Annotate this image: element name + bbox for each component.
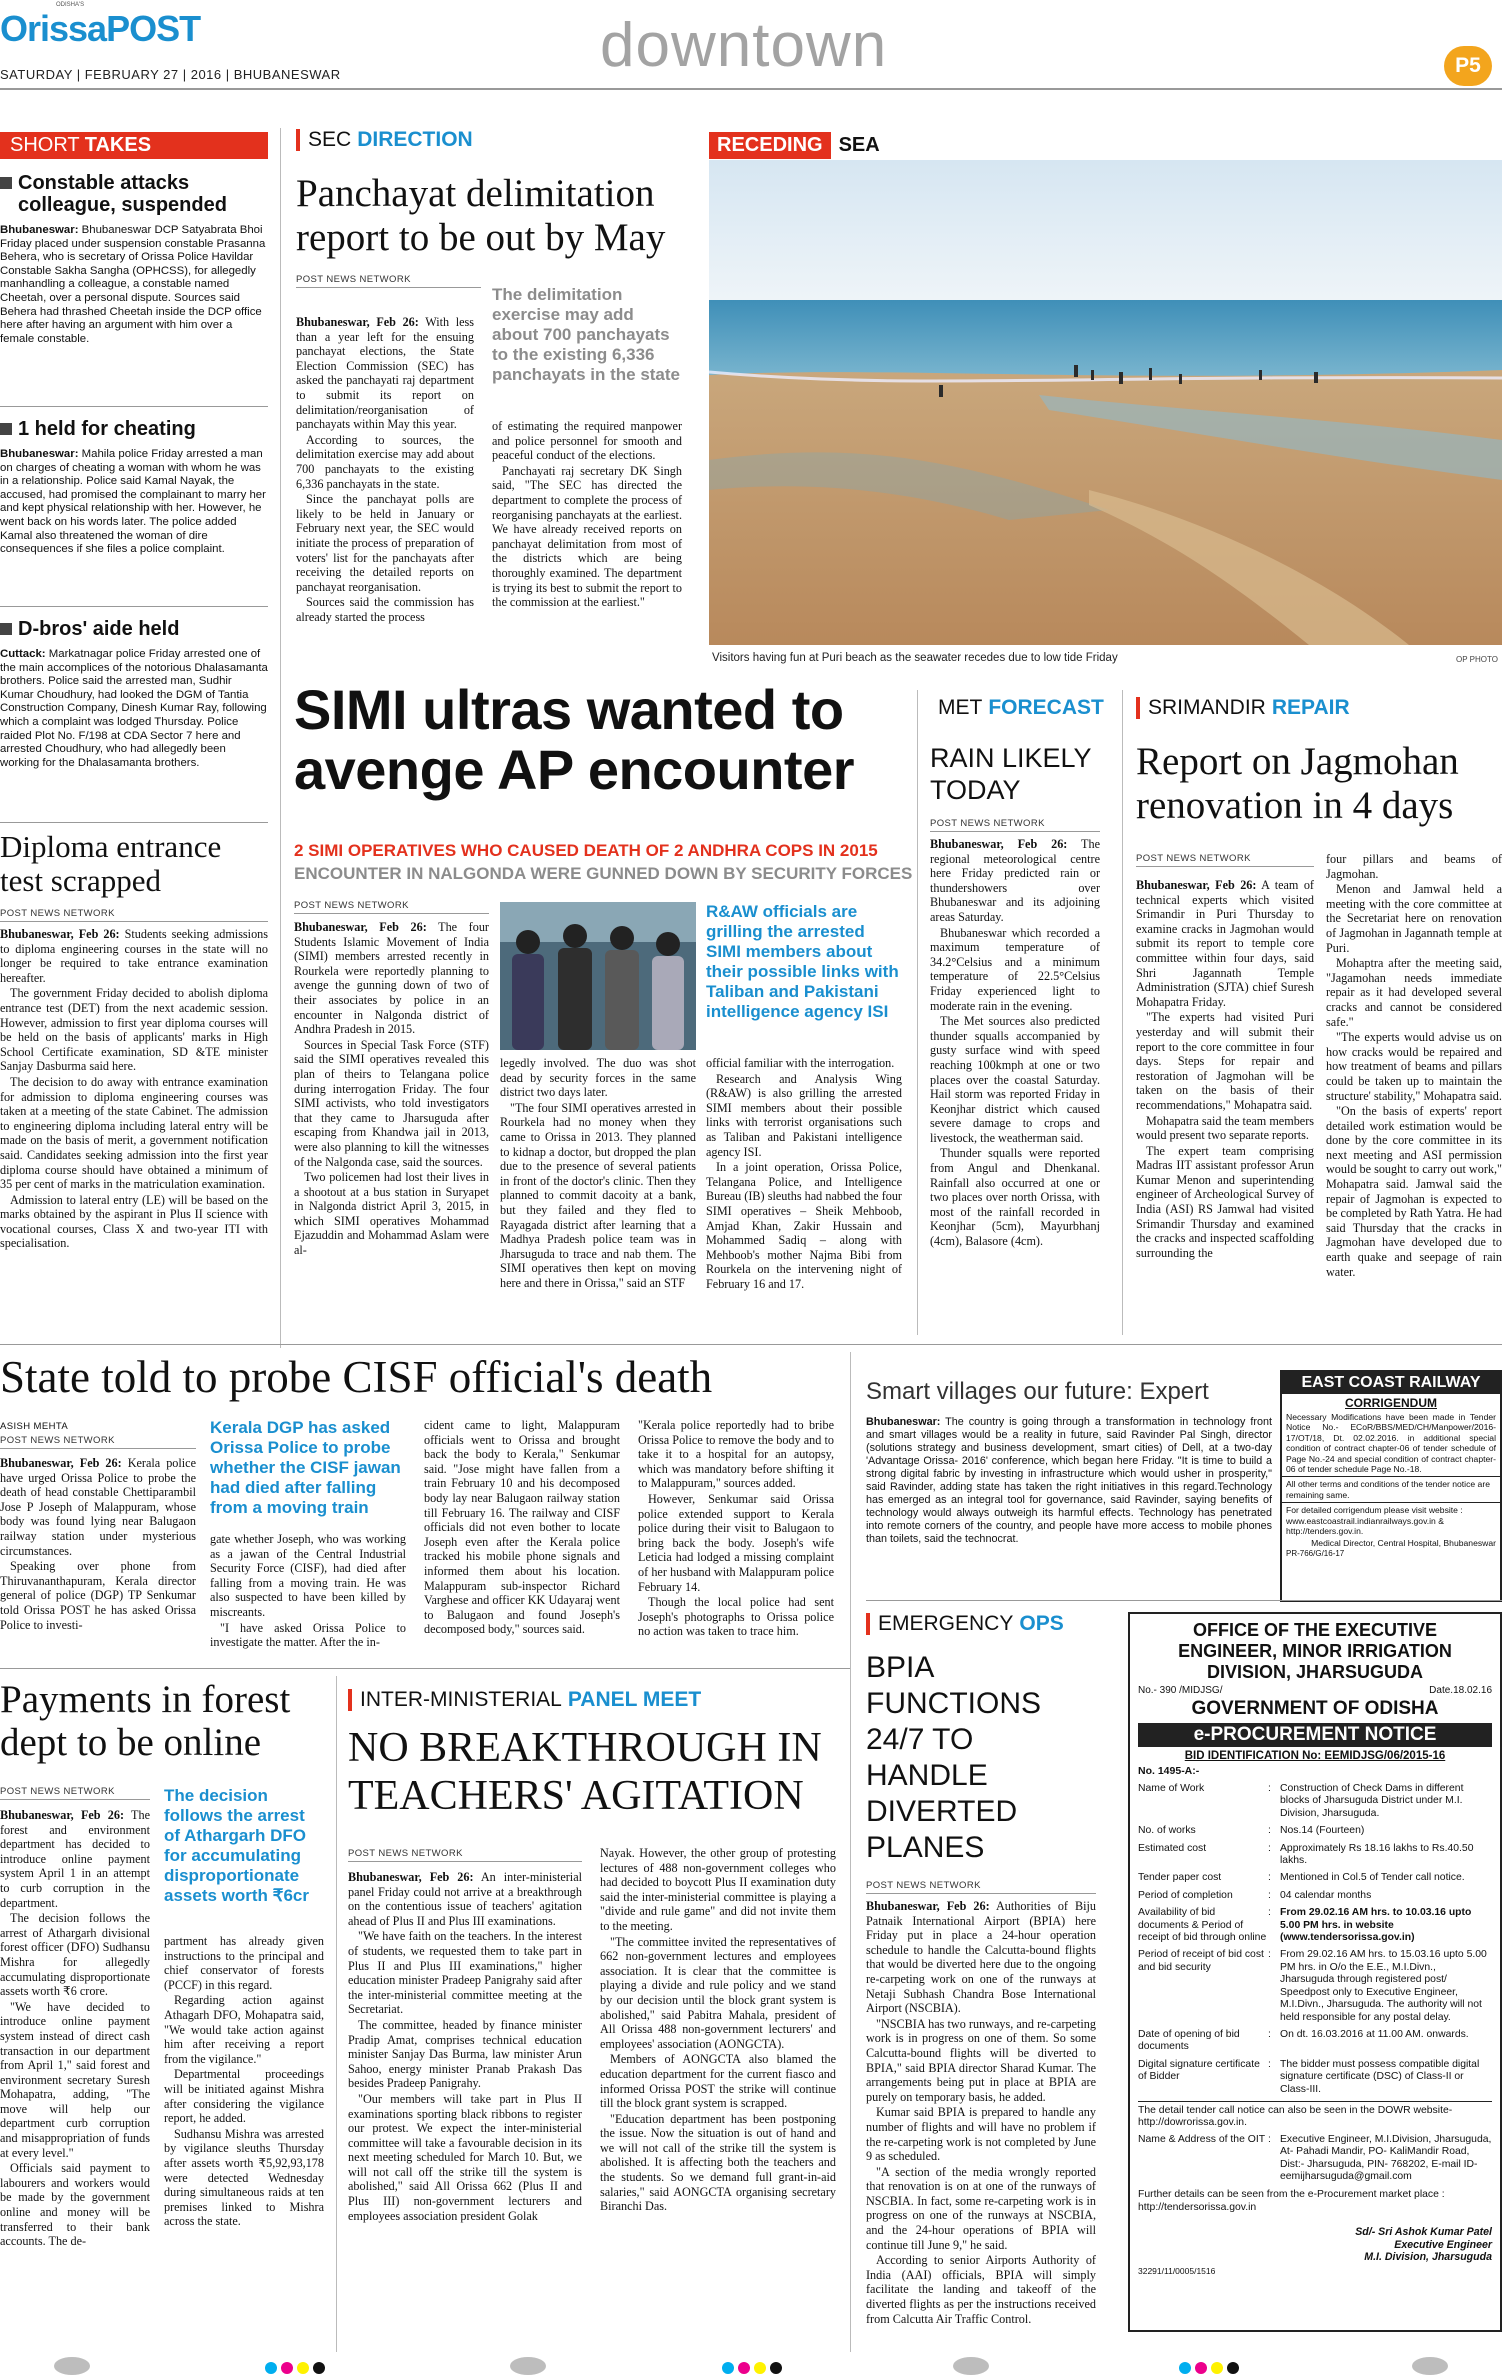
srimandir-col2: four pillars and beams of Jagmohan. Menon and Jamwal held a meeting with the core committee at the Secretariat here on renovation of Jagmohan in Jagannath temple at Puri. Mohaptra after the meeting said, "Jagamohan needs immediate repair as it had developed several cracks and cannot be considered safe." "The experts would advise us on how cracks would be repaired and how treatment of beams and pillars could be taken up to maintain the structure' stability," Mohapatra said. "On the basis of experts' report detailed work estimation would be done by the core committee in its next meeting and ASI permission would be sought to carry out work," Mohapatra said. Jamwal said the repair of Jagmohan is expected to be completed by Rath Yatra. He had said Thursday that the cracks in Jagmohan have developed due to earth quake and seepage of rain water. (1326, 852, 1502, 1279)
ecr-subtitle: CORRIGENDUM (1345, 1396, 1437, 1410)
smart-story (866, 1378, 1272, 1546)
teachers-kicker: INTER-MINISTERIAL PANEL MEET (348, 1688, 843, 1712)
tender-further: Further details can be seen from the e-Procurement market place : http://tendersorissa.gov.in (1138, 2189, 1445, 2213)
cisf-pullquote: Kerala DGP has asked Orissa Police to probe whether the CISF jawan had died after falling from a moving train (210, 1418, 401, 1517)
beach-photo (709, 160, 1502, 645)
tender-bid-id: BID IDENTIFICATION No: EEMIDJSG/06/2015-16 (1184, 1750, 1446, 1762)
tender-row: Date of opening of bid documents : On dt. 16.03.2016 at 11.00 AM. onwards. (1138, 2028, 1469, 2053)
simi-deck-2: ENCOUNTER IN NALGONDA WERE GUNNED DOWN BY SECURITY FORCES (294, 864, 913, 883)
bpia-story (866, 1612, 1096, 2327)
photo-caption: Visitors having fun at Puri beach as the seawater recedes due to low tide Friday (712, 652, 1118, 664)
srimandir-kicker: SRIMANDIR REPAIR (1136, 696, 1502, 720)
ecr-title: EAST COAST RAILWAY (1282, 1372, 1500, 1394)
short-take-2 (0, 418, 268, 557)
ecr-advert (1280, 1370, 1502, 1602)
tender-govt: GOVERNMENT OF ODISHA (1191, 1698, 1439, 1719)
simi-col1: Bhubaneswar, Feb 26: The four Students Islamic Movement of India (SIMI) members arrested recently in Rourkela were reportedly planning to avenge the gunning down of two of their associates by police in an encounter in Nalgonda district of Andhra Pradesh in 2015. Sources in Special Task Force (STF) said the SIMI operatives revealed this plan of theirs to Telangana police during interrogation Friday. The four SIMI activists, who told investigators that they came to Jharsuguda after escaping from Khandwa jail in 2013, were also planning to kill the witnesses of the Nalgonda case, said the sources. Two policemen had lost their lives in a shootout at a bus station in Suryapet in Nalgonda district April 3, 2015, in which SIMI operatives Mohammad Ejazuddin and Mohammad Aslam were al- (294, 920, 489, 1258)
tender-table (1138, 1783, 1492, 2096)
tender-row: Name of Work : Construction of Check Dams in different blocks of Jharsuguda District under M.I. Division, Jharsuguda. (1138, 1783, 1464, 1819)
srimandir-story (1136, 696, 1502, 828)
simi-deck-1: 2 SIMI OPERATIVES WHO CAUSED DEATH OF 2 ANDHRA COPS IN 2015 (294, 841, 878, 860)
simi-photo (500, 902, 696, 1050)
sec-headline: Panchayat delimitation report to be out by May (296, 172, 666, 259)
tender-row: Period of receipt of bid cost and bid security : From 29.02.16 AM hrs. to 15.03.16 upto 5.00 PM hrs. in O/o the E.E., M.I.Divn., Jharsuguda through registered post/ Speedpost only to Executive Engineer, M.I.Divn., Jharsuguda. The authority will not held responsible for any postal delay. (1138, 1949, 1487, 2023)
sec-col1: Bhubaneswar, Feb 26: With less than a year left for the ensuing panchayat elections, the State Election Commission (SEC) has asked the panchayati raj department to submit its report on delimitation/reorganisation of panchayats within May this year. According to sources, the delimitation exercise may add about 700 panchayats to the existing 6,336 panchayats in the state. Since the panchayat polls are likely to be held in January or February next year, the SEC would initiate the process of preparation of voters' list for the panchayats after receiving the detailed reports on panchayat reorganisation. Sources said the commission has already started the process (296, 315, 474, 624)
byline: POST NEWS NETWORK (0, 1786, 150, 1800)
page-number (1444, 46, 1492, 86)
short-take-1 (0, 172, 268, 346)
sec-pullquote: The delimitation exercise may add about 700 panchayats to the existing 6,336 panchayats in the state (492, 285, 681, 384)
ecr-text-2: All other terms and conditions of the tender notice are remaining same. (1282, 1476, 1500, 1502)
teachers-col2: Nayak. However, the other group of protesting lectures of 488 non-government colleges who had decided to boycott Plus II examination duty said the inter-ministerial committee is playing a "divide and rule game" and did not invite them to the meeting. "The committee invited the representatives of 662 non-government lectures and employees association. It is clear that the committee is playing a divide and rule policy and we stand by our decision until the block grant system is abolished," said Pabitra Mahala, president of All Orissa 488 non-government lecturers' and employees' association (AONGCTA). Members of AONGCTA also blamed the education department for the current fiasco and informed Orissa POST the strike will continue till the block grant system is scrapped. "Education department has been postponing the issue. Now the situation is out of hand and we will not call of the strike till the system is abolished. It is affecting both the teachers and the students. So we demand full grant-in-aid salaries," said AONGCTA organising secretary Biranchi Das. (600, 1846, 836, 2214)
brief-text: Cuttack: Markatnagar police Friday arrested one of the main accomplices of the notorious Dhalasamanta brothers. Police said the arrested man, Sudhir Kumar Choudhury, had looked the DGM of Tantia Construction Company, Dinesh Kumar Ray, following which a complaint was lodged Thursday. Police raided Plot No. F/198 at CDA Sector 7 here and arrested Choudhury, who had allegedly been working for the Dhalasamanta brothers. (0, 648, 268, 769)
short-takes (0, 132, 268, 169)
section-title: downtown (600, 11, 888, 80)
registration-marks (0, 2352, 1502, 2379)
brief-title: 1 held for cheating (0, 418, 268, 440)
tender-notice-title: e-PROCUREMENT NOTICE (1138, 1723, 1492, 1747)
brief-title: D-bros' aide held (0, 618, 268, 640)
tender-no-date: No.- 390 /MIDJSG/ Date.18.02.16 (1138, 1685, 1492, 1696)
dateline: SATURDAY | FEBRUARY 27 | 2016 | BHUBANESWAR (0, 67, 341, 82)
bpia-body: Bhubaneswar, Feb 26: Authorities of Biju Patnaik International Airport (BPIA) here Friday put in place a 24-hour operation schedule to handle the Calcutta-bound flights that would be diverted here due to the ongoing re-carpeting work on one of the runways at Netaji Subhash Chandra Bose International Airport (NSCBIA). "NSCBIA has two runways, and re-carpeting work is in progress on one of them. So some Calcutta-bound flights will be diverted to BPIA," said BPIA director Sharad Kumar. The arrangements being put in place at BPIA are purely on temporary basis, he added. Kumar said BPIA is prepared to handle any number of flights and will have no problem if the re-carpeting work is not completed by June 9 as scheduled. "A section of the media wrongly reported that renovation is on at one of the runways of NSCBIA. In fact, some re-carpeting work is in progress on one of the runways at NSCBIA, and the 24-hour operations of BPIA will continue till June 9," he said. According to senior Airports Authority of India (AAI) officials, BPIA will simply facilitate the landing and takeoff of the diverted flights as per the instructions received from Calcutta Air Traffic Control. (866, 1899, 1096, 2326)
masthead (0, 0, 1502, 90)
simi-photo-image (500, 902, 696, 1050)
tender-signature: Sd/- Sri Ashok Kumar Patel Executive Engineer M.I. Division, Jharsuguda (1355, 2226, 1492, 2264)
simi-col3: official familiar with the interrogation. Research and Analysis Wing (R&AW) is also grilling the arrested SIMI members about their possible links with terrorist organisations such as Taliban and Pakistani intelligence agency ISI. In a joint operation, Orissa Police, Telangana Police, and Intelligence Bureau (IB) sleuths had nabbed the four SIMI operatives – Sheik Mehboob, Amjad Khan, Zakir Hussain and Mohammed Sadiq – along with Mehboob's mother Najma Bibi from Rourkela on the intervening night of February 16 and 17. (706, 1056, 902, 1291)
simi-headline: SIMI ultras wanted to avenge AP encounter (294, 678, 855, 801)
tender-notice (1128, 1612, 1502, 2332)
tender-office: OFFICE OF THE EXECUTIVE ENGINEER, MINOR IRRIGATION DIVISION, JHARSUGUDA (1178, 1620, 1452, 1682)
cisf-headline: State told to probe CISF official's death (0, 1352, 713, 1402)
tender-row: No. of works : Nos.14 (Fourteen) (1138, 1825, 1365, 1837)
tender-row: Tender paper cost : Mentioned in Col.5 of Tender call notice. (1138, 1872, 1465, 1884)
cisf-col1: Bhubaneswar, Feb 26: Kerala police have urged Orissa Police to probe the death of head constable Chettiparambil Jose P Joseph of Malappuram, whose body was found lying near Balugaon railway station under mysterious circumstances. Speaking over phone from Thiruvananthapuram, Kerala director general of police (DGP) TP Senkumar told Orissa POST he has asked Orissa Police to investi- (0, 1456, 196, 1632)
srimandir-headline: Report on Jagmohan renovation in 4 days (1136, 740, 1459, 827)
cisf-col4: "Kerala police reportedly had to bribe Orissa Police to remove the body and to take it to a hospital for an autopsy, which was mandatory before shifting it to Malappuram," sources added. However, Senkumar said Orissa police extended support to Kerala police during their visit to Balugaon to bring back the body. Joseph's wife Leticia had lodged a missing complaint of her husband with Malappuram police February 14. Though the local police had sent Joseph's photographs to Orissa police no action was taken to trace him. (638, 1418, 834, 1639)
brand-small: ODISHA'S (56, 2, 85, 8)
cisf-author: ASISH MEHTA (0, 1421, 69, 1432)
diploma-body: Bhubaneswar, Feb 26: Students seeking admissions to diploma engineering courses in the state will no longer be required to take entrance examination hereafter. The government Friday decided to abolish diploma entrance test (DET) from the next academic session. However, admission to first year diploma courses will be held on the basis of applicants' marks in High School Certificate examination, SD &TE minister Sanjay Dasburma said here. The decision to do away with entrance examination for admission to diploma engineering courses was taken at a meeting of the state Cabinet. The admission to engineering diploma including lateral entry will be made on the basis of merit, a government notification said. Candidates seeking admission into the first year diploma course should have obtained a minimum of 35 per cent of marks in the matriculation examination. Admission to lateral entry (LE) will be based on the marks obtained by the aspirant in Plus II science with vocational courses, Class X and two-year ITI with specialisation. (0, 927, 268, 1251)
smart-headline: Smart villages our future: Expert (866, 1378, 1209, 1405)
forest-col1: Bhubaneswar, Feb 26: The forest and environment department has decided to introduce online payment system April 1 in an attempt to curb corruption in the department. The decision follows the arrest of Athargarh divisional forest officer (DFO) Sudhansu Mishra for allegedly accumulating disproportionate assets worth ₹6 crore. "We have decided to introduce online payment system instead of direct cash transaction in our department from April 1," said forest and environment secretary Suresh Mohapatra, adding, "The move will help our department curb corruption and misappropriation of funds at every level." Officials said payment to labourers and workers would be made by the government online and money will be transferred to their bank accounts. The de- (0, 1808, 150, 2249)
byline: POST NEWS NETWORK (930, 818, 1100, 832)
smart-body: Bhubaneswar: The country is going through a transformation in technology front and smart villages would be a reality in future, said Ravinder Pal Singh, director (solutions strategy and business development, smart cities) of Dell, at a two-day 'Advantage Orissa- 2016' conference, which began here Friday. "It is time to build a strong digital fabric by investing in infrastructure which would usher in prosperity," said Ravinder, adding state has taken the right initiatives in this regard.Technology has emerged as an integral tool for governance, said Ravinder, saying benefits of technology would always outweigh its harmful effects. Technology has penetrated into remote corners of the country, and people have more access to mobile phones than toilets, said the technocrat. (866, 1416, 1272, 1545)
print-marks (0, 2352, 1502, 2379)
ecr-text-3: For detailed corrigendum please visit website : www.eastcoastrail.indianrailways.gov.in & http://tenders.gov.in. (1282, 1502, 1500, 1538)
teachers-col1: Bhubaneswar, Feb 26: An inter-ministerial panel Friday could not arrive at a breakthrough on the contentious issue of teachers' agitation ahead of Plus II and Plus III examinations. "We have faith on the teachers. In the interest of students, we requested them to take part in Plus II and Plus III examinations," higher education minister Pradeep Panigrahy said after the inter-ministerial committee meeting at the Secretariat. The committee, headed by finance minister Pradip Amat, comprises technical education minister Sanjay Das Burma, law minister Arun Sahoo, energy minister Pranab Prakash Das besides Pradeep Panigrahy. "Our members will take part in Plus II examinations sporting black ribbons to register our protest. We expect the inter-ministerial committee will take a favourable decision in its next meeting scheduled for March 10. But, we will not call off the strike till the system is abolished," said All Orissa 662 (Plus II and Plus III) non-government lecturers and employees association president Golak (348, 1870, 582, 2223)
sec-kicker: SEC DIRECTION (296, 128, 681, 152)
tender-row: Estimated cost : Approximately Rs 18.16 lakhs to Rs.40.50 lakhs. (1138, 1842, 1474, 1867)
tender-row-oit: Name & Address of the OIT : Executive Engineer, M.I.Division, Jharsuguda, At- Pahadi Mandir, PO- KaliMandir Road, Dist:- Jharsuguda, PIN- 768202, E-mail ID- eemijharsuguda@gmail.com (1138, 2133, 1492, 2182)
byline: POST NEWS NETWORK (866, 1880, 1096, 1894)
photo-credit: OP PHOTO (1456, 655, 1498, 664)
short-take-3 (0, 618, 268, 770)
tender-row: Digital signature certificate of Bidder : The bidder must possess compatible digital signature certificate (DSC) of Class-II or Class-III. (1138, 2058, 1480, 2095)
page-number-text: P5 (1455, 54, 1481, 77)
met-story (930, 696, 1104, 1250)
byline: POST NEWS NETWORK (1136, 853, 1314, 867)
met-body: Bhubaneswar, Feb 26: The regional meteorological centre here Friday predicted rain or thundershowers over Bhubaneswar and its adjoining areas Saturday. Bhubaneswar which recorded a maximum temperature of 34.2°Celsius and a minimum temperature of 22.5°Celsius Friday experienced light to moderate rain in the evening. The Met sources also predicted thunder squalls accompanied by gusty surface wind with speed reaching 100kmph at one or two places over the coastal Saturday. Hail storm was reported Friday in Keonjhar district which caused severe damage to crops and livestock, the weatherman said. Thunder squalls were reported from Angul and Dhenkanal. Rainfall also occurred at one or two places over north Orissa, with most of the rainfall recorded in Keonjhar (5cm), Mayurbhanj (4cm), Balasore (4cm). (930, 837, 1100, 1249)
byline: POST NEWS NETWORK (0, 1435, 196, 1449)
tender-no2: No. 1495-A:- (1138, 1765, 1200, 1777)
diploma-story (0, 830, 268, 1252)
srimandir-col1: Bhubaneswar, Feb 26: A team of technical experts which visited Srimandir in Puri Thursday to examine cracks in Jagmohan would submit its report to temple core committee within four days, said Shri Jagannath Temple Administration (SJTA) chief Suresh Mohapatra Friday. "The experts had visited Puri yesterday and will submit their report to the core committee in four days. Steps for repair and restoration of Jagmohan will be taken on the basis of their recommendations," Mohapatra said. Mohapatra said the team members would present two separate reports. The expert team comprising Madras IIT assistant professor Arun Kumar Menon and superintending engineer of Archeological Survey of India (ASI) RS Jamwal had visited Srimandir Thursday and examined the cracks and inspected scaffolding surrounding the (1136, 878, 1314, 1260)
byline: POST NEWS NETWORK (0, 908, 268, 922)
met-kicker: MET FORECAST (938, 696, 1104, 719)
forest-col2: partment has already given instructions to the principal and chief conservator of forests (PCCF) in this regard. Regarding action against Athagarh DFO, Mohapatra said, "We would take action against him after receiving a report from the vigilance." Departmental proceedings will be initiated against Mishra after considering the vigilance report, he added. Sudhansu Mishra was arrested by vigilance sleuths Thursday after assets worth ₹5,92,93,178 were detected Wednesday during simultaneous raids at ten premises linked to Mishra across the state. (164, 1934, 324, 2229)
cisf-col3: cident came to light, Malappuram officials went to Orissa and brought back the body to Kerala," Senkumar said. "Jose might have fallen from a train February 10 and his decomposed body lay near Balugaon railway station till February 16. The railway and CISF officials did not even bother to locate Joseph even after the Kerala police tracked his mobile phone signals and informed them about his location. Malappuram sub-inspector Richard Varghese and officer KK Udayaraj went to Balugaon and found Joseph's decomposed body," sources said. (424, 1418, 620, 1637)
byline: POST NEWS NETWORK (294, 900, 489, 914)
tender-row: Period of completion : 04 calendar months (1138, 1889, 1372, 1901)
diploma-headline: Diploma entrance test scrapped (0, 829, 222, 898)
ecr-text: Necessary Modifications have been made in Tender Notice No.- ECoR/BBS/MED/CH/Manpower/2016-17/OT/18, Dt. 02.02.2016. in additional special condition of contract chapter-06 of tender schedule of Page No.-24 and special condition of contract chapter-06 of tender schedule Page No.-18. (1286, 1412, 1496, 1475)
bpia-kicker: EMERGENCY OPS (866, 1612, 1096, 1636)
tender-row: Availability of bid documents & Period of receipt of bid through online : From 29.02.16 AM hrs. to 10.03.16 upto 5.00 PM hrs. in website (www.tendersorissa.gov.in) (1138, 1907, 1472, 1944)
ecr-ref: PR-766/G/16-17 (1286, 1548, 1345, 1558)
forest-headline: Payments in forest dept to be online (0, 1678, 291, 1764)
byline: POST NEWS NETWORK (296, 274, 481, 288)
forest-pullquote: The decision follows the arrest of Athargarh DFO for accumulating disproportionate assets worth ₹6cr (164, 1786, 309, 1905)
tender-ref: 32291/11/0005/1516 (1138, 2265, 1216, 2276)
brief-text: Bhubaneswar: Mahila police Friday arrested a man on charges of cheating a woman with whom he was in a relationship. Police said Kamal Nayak, the accused, had promised the complainant to marry her and kept physical relationship with her. However, he went back on his words later. The police added Kamal also threatened the woman of dire consequences if she files a police complaint. (0, 448, 266, 556)
simi-col2: legedly involved. The duo was shot dead by security forces in the same district two days later. "The four SIMI operatives arrested in Rourkela had no money when they came to Orissa in 2013. They planned to kidnap a doctor, but dropped the plan due to the presence of several patients in front of the doctor's clinic. Then they planned to commit dacoity at a bank, but they failed and they fled to Rayagada district after learning that a Madhya Pradesh police team was in Jharsuguda to trace and nab them. The SIMI operatives then kept on moving here and there in Orissa," said an STF (500, 1056, 696, 1290)
receding-sea-tag: RECEDING SEA (709, 132, 888, 159)
short-takes-label: SHORT TAKES (0, 132, 268, 159)
bpia-headline: BPIA FUNCTIONS 24/7 TO HANDLE DIVERTED PLANES (866, 1651, 1041, 1864)
simi-pullquote: R&AW officials are grilling the arrested SIMI members about their possible links with Taliban and Pakistani intelligence agency ISI (706, 902, 899, 1021)
sec-story (296, 128, 681, 293)
beach-photo-image (709, 160, 1502, 645)
ecr-signer: Medical Director, Central Hospital, Bhubaneswar (1311, 1538, 1496, 1549)
met-headline: RAIN LIKELY TODAY (930, 743, 1092, 805)
brief-title: Constable attacks colleague, suspended (0, 172, 268, 216)
cisf-col2: gate whether Joseph, who was working as a jawan of the Central Industrial Security Force (CISF), had died after falling from a moving train. He was also suspected to have been killed by miscreants. "I have asked Orissa Police to investigate the matter. After the in- (210, 1532, 406, 1650)
teachers-headline: NO BREAKTHROUGH IN TEACHERS' AGITATION (348, 1725, 822, 1819)
teachers-story (348, 1688, 843, 1820)
brief-text: Bhubaneswar: Bhubaneswar DCP Satyabrata Bhoi Friday placed under suspension constable Prasanna Behera, who is secretary of Orissa Police Havildar Constable Sakha Sangha (OPHCSS), for allegedly manhandling a colleague, a constable named Cheetah, over a personal dispute. Sources said Behera had thrashed Cheetah inside the DCP office here after having an argument with him over a female constable. (0, 224, 266, 345)
byline: POST NEWS NETWORK (348, 1848, 582, 1862)
sec-col2: of estimating the required manpower and police personnel for smooth and peaceful conduct of the elections. Panchayati raj secretary DK Singh said, "The SEC has directed the department to complete the process of reorganising panchayats at the earliest. We have already received reports on panchayat delimitation from most of the districts which are being thoroughly examined. The department is trying its best to submit the report to the commission at the earliest." (492, 419, 682, 610)
brand-logo: OrissaPOST (0, 8, 201, 49)
tender-detail: The detail tender call notice can also be seen in the DOWR website- http://dowrorissa.gov.in. (1138, 2101, 1492, 2130)
